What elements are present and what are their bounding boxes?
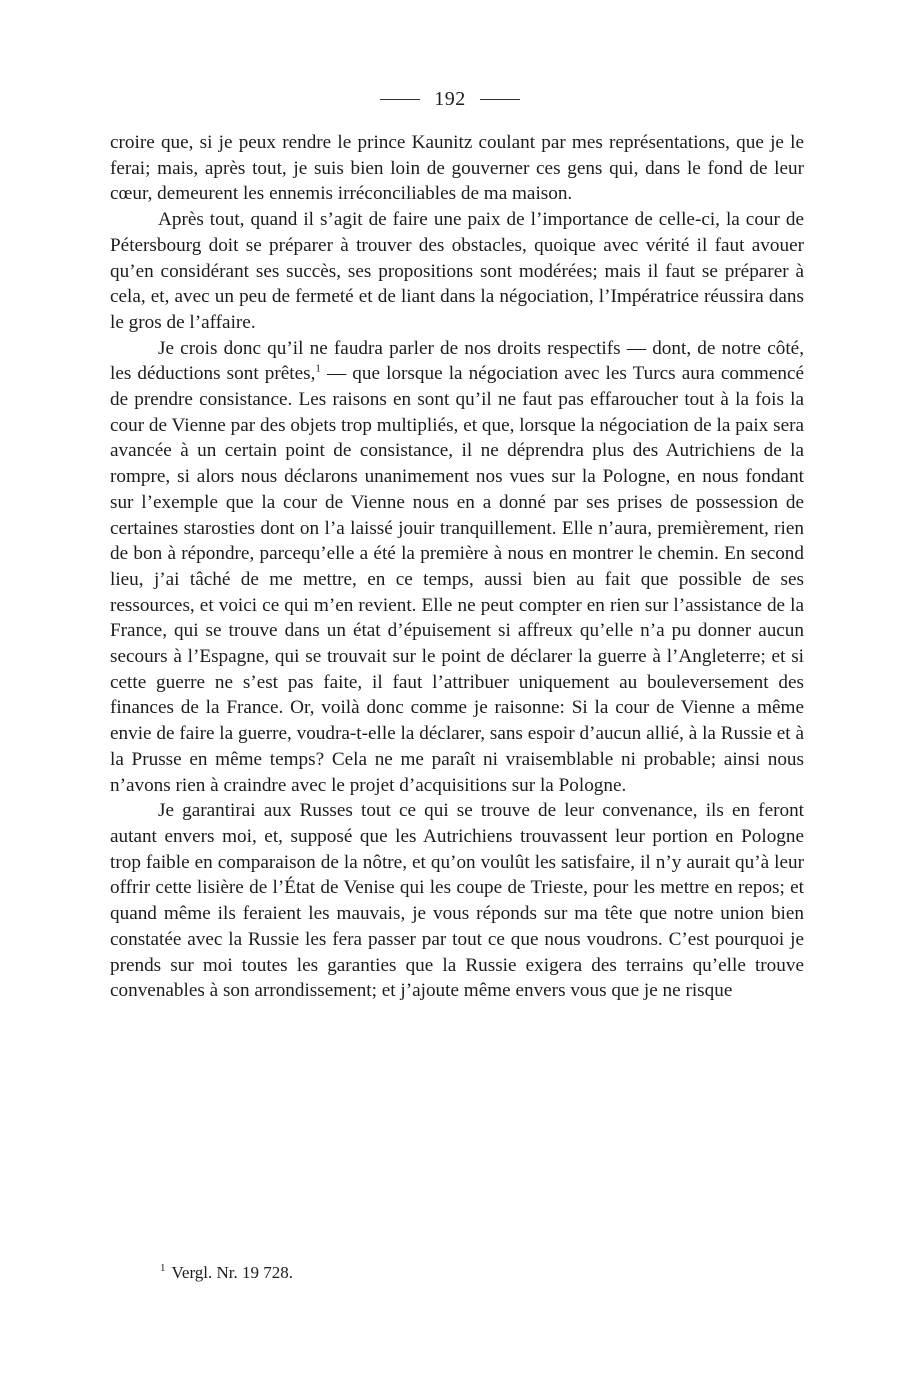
page-number: 192	[434, 87, 466, 110]
paragraph-2: Après tout, quand il s’agit de faire une paix de l’importance de celle-ci, la cour de Pétersbourg doit se préparer à trouver des obstacles, quoique avec vérité il faut avouer qu’en considérant ses succès, ses propositions sont modérées; mais il faut se préparer à cela, et, avec un peu de fermeté et de liant dans la négociation, l’Impératrice réussira dans le gros de l’affaire.	[110, 209, 804, 333]
paragraph-4: Je garantirai aux Russes tout ce qui se trouve de leur convenance, ils en feront autant envers moi, et, supposé que les Autrichiens trouvassent leur portion en Pologne trop faible en comparaison de la nôtre, et qu’on voulût les satisfaire, il n’y aurait qu’à leur offrir cette lisière de l’État de Venise qui les coupe de Trieste, pour les mettre en repos; et quand même ils feraient les mauvais, je vous réponds sur ma tête que notre union bien constatée avec la Russie les fera passer par tout ce que nous voudrons. C’est pourquoi je prends sur moi toutes les garanties que la Russie exigera des terrains qu’elle trouve convenables à son arrondissement; et j’ajoute même envers vous que je ne risque	[110, 800, 804, 1002]
paragraph-3-part-a: Je crois donc qu’il ne faudra parler de nos droits respectifs — dont, de notre côté, les déductions sont prêtes,	[110, 337, 804, 385]
footnote-text: Vergl. Nr. 19 728.	[171, 1263, 294, 1282]
page-header	[0, 86, 900, 112]
paragraph-3-part-b: — que lorsque la négociation avec les Turcs aura commencé de prendre consistance. Les raisons en sont qu’il ne faut pas effaroucher tout à la fois la cour de Vienne par des objets trop multipliés, et que, lorsque la négociation de la paix sera avancée à un certain point de consistance, il ne déprendra plus des Autrichiens de la rompre, si alors nous déclarons unanimement nos vues sur la Pologne, en nous fondant sur l’exemple que la cour de Vienne nous en a donné par ses prises de possession de certaines starosties dont on l’a laissé jouir tranquillement. Elle n’aura, premièrement, rien de bon à répondre, parcequ’elle a été la première à nous en montrer le chemin. En second lieu, j’ai tâché de me mettre, en ce temps, aussi bien au fait que possible de ses ressources, et voici ce qui m’en revient. Elle ne peut compter en rien sur l’assistance de la France, qui se trouve dans un état d’épuisement si affreux qu’elle n’a pu donner aucun secours à l’Espagne, qui se trouvait sur le point de déclarer la guerre à l’Angleterre; et si cette guerre ne s’est pas faite, il faut l’attribuer uniquement au bouleversement des finances de la France. Or, voilà donc comme je raisonne: Si la cour de Vienne a même envie de faire la guerre, voudra-t-elle la déclarer, sans espoir d’aucun allié, à la Russie et à la Prusse en même temps? Cela ne me paraît ni vraisemblable ni probable; ainsi nous n’avons rien à craindre avec le projet d’acquisitions sur la Pologne.	[110, 363, 804, 796]
header-rule-left	[380, 99, 420, 100]
header-rule-right	[480, 99, 520, 100]
footnote	[160, 1262, 293, 1284]
body-text	[110, 130, 804, 1004]
paragraph-3	[110, 336, 804, 799]
footnote-number: 1	[160, 1262, 166, 1275]
footnote-reference: 1	[315, 362, 321, 375]
paragraph-1: croire que, si je peux rendre le prince Kaunitz coulant par mes représentations, que je le ferai; mais, après tout, je suis bien loin de gouverner ces gens qui, dans le fond de leur cœur, demeurent les ennemis irréconciliables de ma maison.	[110, 132, 804, 205]
